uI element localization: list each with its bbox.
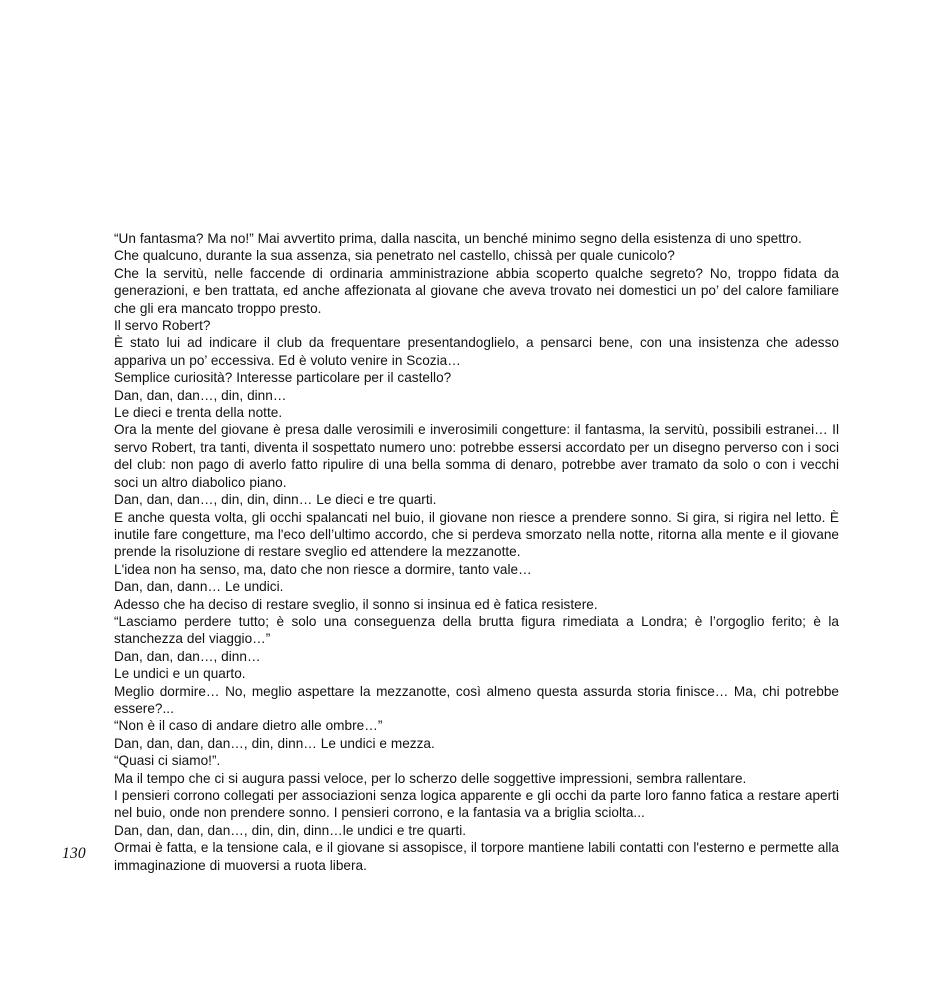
paragraph: Che la servitù, nelle faccende di ordinaria amministrazione abbia scoperto qualche segreto? No, troppo fidata da generazioni, e ben trattata, ed anche affezionata al giovane che aveva trovato nei domestici un po’ del calore familiare che gli era mancato troppo presto. <box>114 265 839 316</box>
paragraph: I pensieri corrono collegati per associazioni senza logica apparente e gli occhi da parte loro fanno fatica a restare aperti nel buio, onde non prendere sonno. I pensieri corrono, e la fantasia va a briglia sciolta... <box>114 788 839 821</box>
paragraph: Il servo Robert? <box>114 318 211 334</box>
page-number: 130 <box>62 845 86 862</box>
paragraph: È stato lui ad indicare il club da frequentare presentandoglielo, a pensarci bene, con una insistenza che adesso appariva un po’ eccessiva. Ed è voluto venire in Scozia… <box>114 335 839 368</box>
paragraph: L'idea non ha senso, ma, dato che non riesce a dormire, tanto vale… <box>114 561 532 577</box>
paragraph: “Lasciamo perdere tutto; è solo una conseguenza della brutta figura rimediata a Londra; è l’orgoglio ferito; è la stanchezza del viaggio…” <box>114 613 839 647</box>
paragraph: Ora la mente del giovane è presa dalle verosimili e inverosimili congetture: il fantasma, la servitù, possibili estranei… Il servo Robert, tra tanti, diventa il sospettato numero uno: potrebbe essersi accordato per un disegno perverso con i soci del club: non pago di averlo fatto ripulire di una bella somma di denaro, potrebbe aver tramato da solo o con i vecchi soci un altro diabolico piano. <box>114 422 839 490</box>
paragraph: Ma il tempo che ci si augura passi veloce, per lo scherzo delle soggettive impressioni, sembra rallentare. <box>114 770 747 786</box>
paragraph: E anche questa volta, gli occhi spalancati nel buio, il giovane non riesce a prendere sonno. Si gira, si rigira nel letto. È inutile fare congetture, ma l'eco dell’ultimo accordo, che si perdeva smorzato nella notte, ritorna alla mente e il giovane prende la risoluzione di restare sveglio ed attendere la mezzanotte. <box>114 509 839 560</box>
paragraph: Semplice curiosità? Interesse particolare per il castello? <box>114 370 452 386</box>
paragraph: Dan, dan, dan, dan…, din, din, dinn…le undici e tre quarti. <box>114 822 467 838</box>
paragraph: “Quasi ci siamo!”. <box>114 753 221 769</box>
paragraph: Dan, dan, dan…, dinn… <box>114 648 261 664</box>
paragraph: Meglio dormire… No, meglio aspettare la mezzanotte, così almeno questa assurda storia finisce… Ma, chi potrebbe essere?... <box>114 683 839 716</box>
paragraph: Dan, dan, dan…, din, dinn… <box>114 387 287 403</box>
paragraph: “Non è il caso di andare dietro alle ombre…” <box>114 718 383 734</box>
paragraph: Che qualcuno, durante la sua assenza, sia penetrato nel castello, chissà per quale cunicolo? <box>114 248 675 264</box>
paragraph: “Un fantasma? Ma no!” Mai avvertito prima, dalla nascita, un benché minimo segno della esistenza di uno spettro. <box>114 231 802 246</box>
body-text-block <box>114 230 839 874</box>
paragraph: Dan, dan, dan…, din, din, dinn… Le dieci e tre quarti. <box>114 492 437 508</box>
paragraph: Le dieci e trenta della notte. <box>114 405 283 421</box>
paragraph: Ormai è fatta, e la tensione cala, e il giovane si assopisce, il torpore mantiene labili contatti con l'esterno e permette alla immaginazione di muoversi a ruota libera. <box>114 840 839 873</box>
paragraph: Dan, dan, dann… Le undici. <box>114 579 284 595</box>
paragraph: Adesso che ha deciso di restare sveglio, il sonno si insinua ed è fatica resistere. <box>114 596 598 612</box>
paragraph: Le undici e un quarto. <box>114 666 246 682</box>
paragraph: Dan, dan, dan, dan…, din, dinn… Le undici e mezza. <box>114 735 435 751</box>
